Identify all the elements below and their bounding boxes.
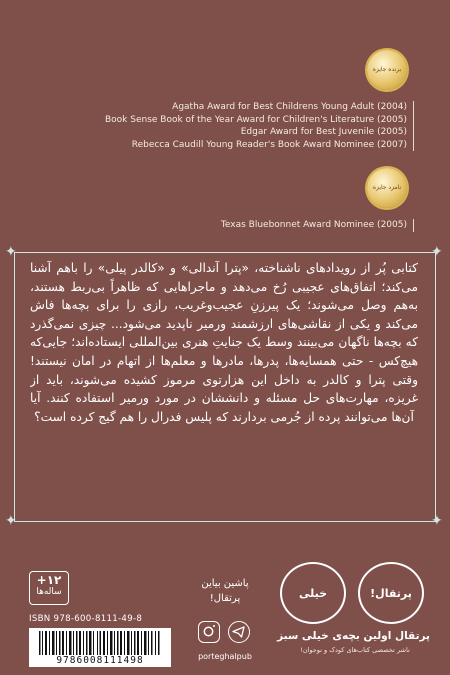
publisher-tagline: پرتقال اولین بچه‌ی خیلی سبز xyxy=(277,630,430,642)
awards-nominated-list xyxy=(47,219,414,232)
frame-right-line xyxy=(435,252,436,522)
frame-ornament-icon: ✦ xyxy=(5,513,17,529)
frame-ornament-icon: ✦ xyxy=(5,244,17,260)
award-nominee-badge-label: نامزد جایزه xyxy=(372,184,402,191)
frame-top-line xyxy=(14,252,436,253)
barcode-number: 9786008111498 xyxy=(29,655,171,666)
award-item: Rebecca Caudill Young Reader's Book Award Nominee (2007) xyxy=(131,139,407,150)
award-nominee-badge xyxy=(367,168,407,208)
award-item: Book Sense Book of the Year Award for Children's Literature (2005) xyxy=(105,114,407,125)
award-winner-badge-label: برنده جایزه xyxy=(372,66,402,73)
telegram-icon[interactable] xyxy=(228,621,250,643)
isbn-text: ISBN 978-600-8111-49-8 xyxy=(29,614,143,624)
frame-left-line xyxy=(14,252,15,522)
porteghal-logo xyxy=(358,562,424,624)
awards-won-list xyxy=(47,101,414,151)
award-item: Agatha Award for Best Childrens Young Adult (2004) xyxy=(172,102,407,112)
follow-us-text: پاشین بیاین پرتقال! xyxy=(201,578,249,604)
khali-sabz-logo xyxy=(280,562,346,624)
age-rating-badge xyxy=(29,571,69,605)
age-rating-label: ساله‌ها xyxy=(36,587,62,597)
age-rating-number: +۱۲ xyxy=(36,573,62,587)
publisher-tagline-sub: ناشر تخصصی کتاب‌های کودک و نوجوان! xyxy=(300,646,410,654)
frame-bottom-line xyxy=(14,521,436,522)
award-item: Edgar Award for Best Juvenile (2005) xyxy=(240,127,407,138)
award-winner-badge xyxy=(367,50,407,90)
social-handle: porteghalpub xyxy=(198,652,252,661)
book-description: کتابی پُر از رویدادهای ناشناخته، «پترا آندالی» و «کالدر پیلی» را باهم آشنا می‌کند؛ اتفاق‌های عجیبی رُخ می‌دهد و ماجراهایی که ظاهراً بی‌ربط هستند، به‌هم وصل می‌شوند؛ یک پیرزنِ عجیب‌وغریب، رازی را برای بچه‌ها فاش می‌کند و یکی از نقاشی‌های ارزشمند ورمیر ناپدید می‌شود... چیزی نمی‌گذرد که بچه‌ها ناگهان می‌بینند وسط یک جنایتِ هنری بین‌المللی ایستاده‌اند؛ جایی‌که هیچ‌کس - حتی همسایه‌ها، پدرها، مادرها و معلم‌ها از اتهام در امان نیستند! وقتی پترا و کالدر به داخل این هزارتوی مرموز کشیده می‌شوند، باید از غریزه، مهارت‌های حل مسئله و دانششان در مورد ورمیر استفاده کنند. آیا آن‌ها می‌توانند پرده از جُرمی بردارند که پلیس فدرال را هم گیج کرده است؟ xyxy=(30,261,418,424)
khali-logo-text: خیلی xyxy=(298,586,328,600)
instagram-icon[interactable] xyxy=(198,621,220,643)
barcode xyxy=(29,628,171,667)
frame-ornament-icon: ✦ xyxy=(431,244,443,260)
social-icons xyxy=(196,621,256,647)
frame-ornament-icon: ✦ xyxy=(431,513,443,529)
porteghal-logo-text: پرتقال! xyxy=(370,586,412,600)
award-item: Texas Bluebonnet Award Nominee (2005) xyxy=(220,220,407,230)
